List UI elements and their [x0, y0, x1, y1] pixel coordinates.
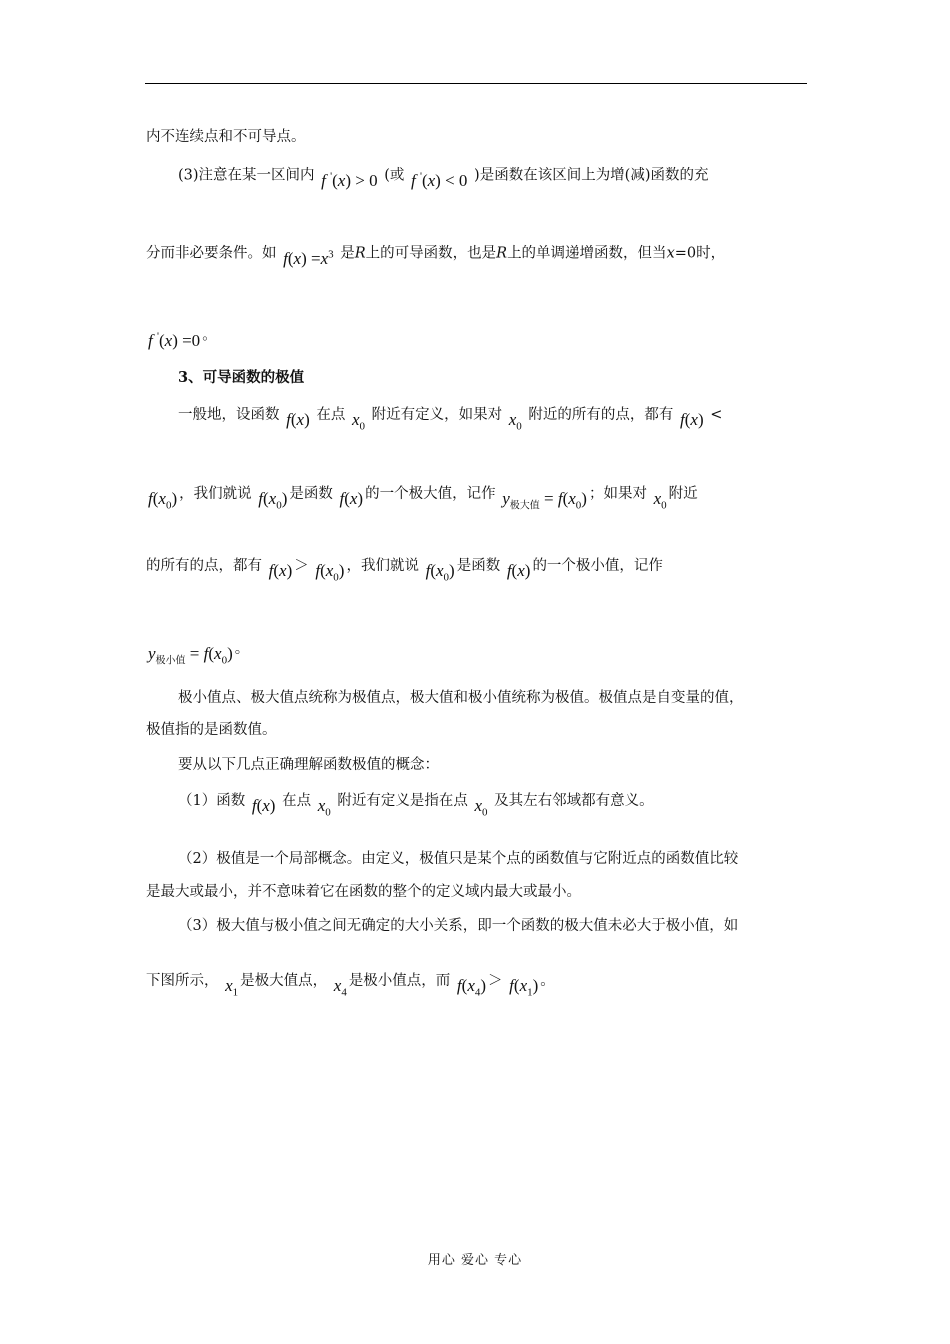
text: (3)注意在某一区间内 [178, 167, 315, 184]
text: R [354, 245, 366, 262]
text: 一般地，设函数 [178, 407, 280, 423]
math-x0: $x_0$ [317, 796, 331, 819]
math-fprime-eq0: f '(x) =0 [148, 330, 201, 350]
text: 上的可导函数，也是 [365, 245, 497, 262]
math-x4: $x_4$ [333, 976, 347, 999]
text: （1）函数 [178, 793, 246, 809]
text-line-2 [178, 160, 709, 190]
math-fx0: $f(x_0)$ [425, 561, 455, 584]
math-fx: f(x) [339, 489, 364, 508]
text: x [666, 245, 675, 262]
text: 是最大或最小，并不意味着它在函数的整个的定义域内最大或最小。 [146, 884, 581, 900]
section-heading [178, 368, 304, 388]
text: ＞ [294, 558, 309, 574]
math-fx0: $f(x_0)$ [258, 489, 288, 512]
math-ymin-eq: $y_{极小值} = f(x_0)$ [148, 644, 233, 667]
math-fx: f(x) [286, 410, 310, 429]
text: 及其左右邻域都有意义。 [494, 793, 654, 809]
text: 附近的所有的点，都有 [528, 407, 674, 423]
text: 。 [234, 641, 250, 657]
text: （2）极值是一个局部概念。由定义，极值只是某个点的函数值与它附近点的函数值比较 [178, 851, 739, 867]
text-line-p1 [178, 404, 723, 433]
text-line-p9 [178, 849, 738, 869]
text: 是函数 [456, 558, 501, 574]
math-fx0: $f(x_0)$ [315, 561, 345, 584]
text: （3）极大值与极小值之间无确定的大小关系，即一个函数的极大值未必大于极小值，如 [178, 918, 739, 934]
text-line-p4 [146, 638, 249, 665]
math-fprime-gt0: f '(x) > 0 [321, 170, 378, 190]
text-line-p12 [146, 970, 555, 999]
text: 附近有定义，如果对 [371, 407, 503, 423]
text: 是 [340, 245, 355, 262]
text-line-p8 [178, 790, 654, 819]
math-fx: f(x) [268, 561, 293, 580]
text-line-p6 [146, 720, 277, 740]
page-footer: 用心 爱心 专心 [427, 1253, 523, 1268]
text-line-4 [146, 320, 217, 350]
text: ，我们就说 [346, 558, 419, 574]
text: 。 [540, 973, 555, 989]
header-rule [145, 83, 807, 84]
text: R [496, 245, 508, 262]
math-ymax-eq: $y_{极大值} = f(x_0)$ [502, 489, 587, 512]
text-line-p10 [146, 882, 581, 902]
text: 附近有定义是指在点 [337, 793, 468, 809]
text: 极值指的是函数值。 [146, 722, 277, 738]
math-fx4: $f(x_4)$ [456, 976, 487, 999]
text-line-p3 [146, 555, 663, 584]
text: 。 [202, 327, 217, 344]
text: 极小值点、极大值点统称为极值点，极大值和极小值统称为极值。极值点是自变量的值， [178, 690, 744, 706]
math-fx0: $f(x_0)$ [148, 489, 178, 512]
text: 在点 [282, 793, 312, 809]
text: 要从以下几点正确理解函数极值的概念： [178, 757, 439, 773]
math-x0: $x_0$ [653, 489, 667, 512]
math-x0: $x_0$ [474, 796, 488, 819]
text: 内不连续点和不可导点。 [146, 129, 306, 145]
math-fx: f(x) [679, 410, 704, 429]
text: 附近 [668, 486, 698, 502]
text: 在点 [316, 407, 346, 423]
math-fx1: $f(x_1)$ [509, 976, 539, 999]
text: ，我们就说 [179, 486, 252, 502]
math-fx-eq-x3: $f(x) =x^3$ [283, 248, 334, 268]
text: =0时， [674, 245, 726, 262]
math-fprime-lt0: f '(x) < 0 [410, 170, 468, 190]
math-x0: $x_0$ [508, 410, 522, 433]
text: (或 [384, 167, 405, 184]
text-line-1 [146, 127, 306, 147]
math-x0: $x_0$ [351, 410, 365, 433]
text: 是极小值点，而 [348, 973, 451, 989]
text: ；如果对 [588, 486, 647, 502]
math-fx: f(x) [251, 796, 276, 815]
text: 的一个极大值，记作 [365, 486, 496, 502]
text: 是极大值点， [240, 973, 328, 989]
text: 上的单调递增函数，但当 [507, 245, 667, 262]
text: 下图所示， [146, 973, 219, 989]
text-line-p11 [178, 916, 738, 936]
text: 分而非必要条件。如 [146, 245, 277, 262]
text: 的一个极小值，记作 [532, 558, 663, 574]
text: )是函数在该区间上为增(减)函数的充 [474, 167, 709, 184]
math-x1: $x_1$ [225, 976, 239, 999]
text: 是函数 [289, 486, 333, 502]
text: ＞ [488, 973, 503, 989]
text: 3、可导函数的极值 [178, 369, 305, 386]
math-fx: f(x) [506, 561, 531, 580]
text-line-p2 [146, 483, 698, 510]
text-line-p7 [178, 755, 439, 775]
text-line-3 [146, 238, 726, 268]
text: 的所有的点，都有 [146, 558, 262, 574]
text-line-p5 [178, 688, 744, 708]
text: < [710, 407, 723, 423]
